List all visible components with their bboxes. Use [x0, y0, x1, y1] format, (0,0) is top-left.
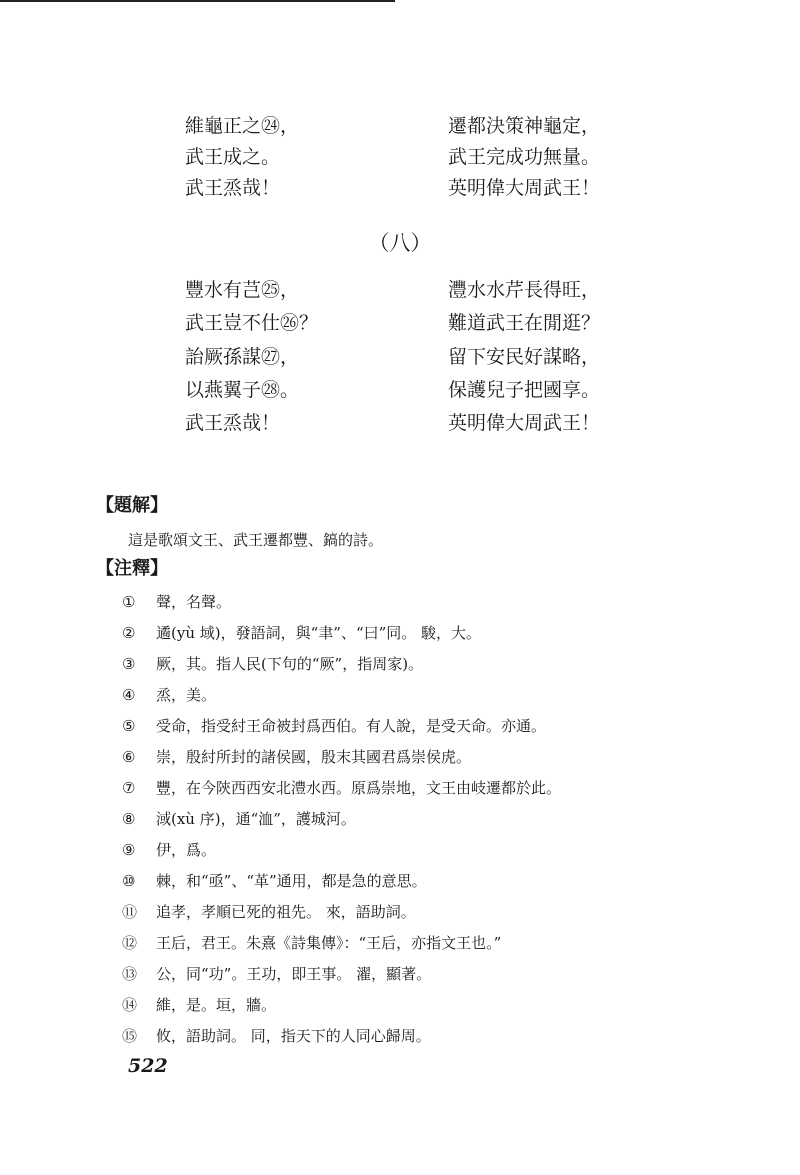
note-text: 維，是。垣，牆。 [156, 996, 277, 1014]
verse-translation: 武王完成功無量。 [448, 146, 601, 168]
note-text: 崇，殷紂所封的諸侯國，殷末其國君爲崇侯虎。 [156, 748, 472, 766]
note-text: 聲，名聲。 [156, 593, 232, 611]
verse-original: 豐水有芑㉕， [185, 279, 300, 301]
page-number: 522 [128, 1055, 168, 1077]
verse-translation: 難道武王在閒逛？ [448, 312, 601, 334]
note-number: ⑬ [122, 965, 138, 983]
verse-line [0, 405, 800, 441]
stanza-number: （八） [368, 231, 432, 255]
verse-translation: 英明偉大周武王！ [448, 177, 601, 199]
verse-original: 武王成之。 [185, 146, 281, 168]
note-item [122, 838, 216, 862]
note-item [122, 993, 276, 1017]
note-text: 淢(xù 序)，通“洫”，護城河。 [156, 810, 356, 828]
note-number: ⑩ [122, 872, 136, 890]
note-item [122, 776, 561, 800]
note-item [122, 900, 416, 924]
note-text: 伊，爲。 [156, 841, 217, 859]
note-text: 王后，君王。朱熹《詩集傳》：“王后，亦指文王也。” [156, 934, 502, 952]
note-item [122, 590, 231, 614]
verse-original: 武王烝哉！ [185, 177, 281, 199]
note-item [122, 745, 471, 769]
note-item [122, 1024, 431, 1048]
note-text: 豐，在今陝西西安北澧水西。原爲崇地，文王由岐遷都於此。 [156, 779, 562, 797]
note-text: 攸，語助詞。 同，指天下的人同心歸周。 [156, 1027, 431, 1045]
note-item [122, 962, 431, 986]
note-number: ⑭ [122, 996, 138, 1014]
verse-translation: 保護兒子把國享。 [448, 379, 601, 401]
note-number: ③ [122, 655, 136, 673]
note-item [122, 683, 216, 707]
note-item [122, 931, 501, 955]
note-item [122, 869, 427, 893]
verse-original: 以燕翼子㉘。 [185, 379, 300, 401]
note-text: 追孝，孝順已死的祖先。 來，語助詞。 [156, 903, 416, 921]
note-item [122, 714, 546, 738]
verse-translation: 留下安民好謀略， [448, 346, 601, 368]
note-number: ⑪ [122, 903, 138, 921]
note-item [122, 652, 423, 676]
note-text: 棘，和“亟”、“革”通用，都是急的意思。 [156, 872, 427, 890]
verse-line [0, 305, 800, 341]
note-number: ⑥ [122, 748, 136, 766]
note-number: ① [122, 593, 136, 611]
note-item [122, 807, 356, 831]
note-number: ⑤ [122, 717, 136, 735]
verse-line [0, 372, 800, 408]
notes-heading: 【注釋】 [96, 558, 168, 579]
verse-original: 武王烝哉！ [185, 412, 281, 434]
verse-line [0, 339, 800, 375]
note-text: 公，同“功”。王功，即王事。 濯，顯著。 [156, 965, 432, 983]
top-rule [0, 0, 395, 2]
verse-original: 詒厥孫謀㉗， [185, 346, 300, 368]
note-text: 厥，其。指人民(下句的“厥”，指周家)。 [156, 655, 424, 673]
note-text: 烝，美。 [156, 686, 217, 704]
note-item [122, 621, 481, 645]
note-number: ⑮ [122, 1027, 138, 1045]
note-text: 遹(yù 域)，發語詞，與“聿”、“曰”同。 駿，大。 [156, 624, 482, 642]
explanation-heading: 【題解】 [96, 495, 168, 516]
note-number: ② [122, 624, 136, 642]
verse-translation: 灃水水芹長得旺， [448, 279, 601, 301]
verse-original: 維龜正之㉔， [185, 115, 300, 137]
note-number: ⑨ [122, 841, 136, 859]
verse-original: 武王豈不仕㉖？ [185, 312, 319, 334]
note-number: ⑦ [122, 779, 136, 797]
note-number: ⑫ [122, 934, 138, 952]
note-number: ⑧ [122, 810, 136, 828]
verse-line [0, 170, 800, 206]
verse-line [0, 272, 800, 308]
note-number: ④ [122, 686, 136, 704]
note-text: 受命，指受紂王命被封爲西伯。有人說，是受天命。亦通。 [156, 717, 547, 735]
explanation-text: 這是歌頌文王、武王遷都豐、鎬的詩。 [128, 531, 384, 549]
verse-translation: 英明偉大周武王！ [448, 412, 601, 434]
verse-translation: 遷都決策神龜定， [448, 115, 601, 137]
